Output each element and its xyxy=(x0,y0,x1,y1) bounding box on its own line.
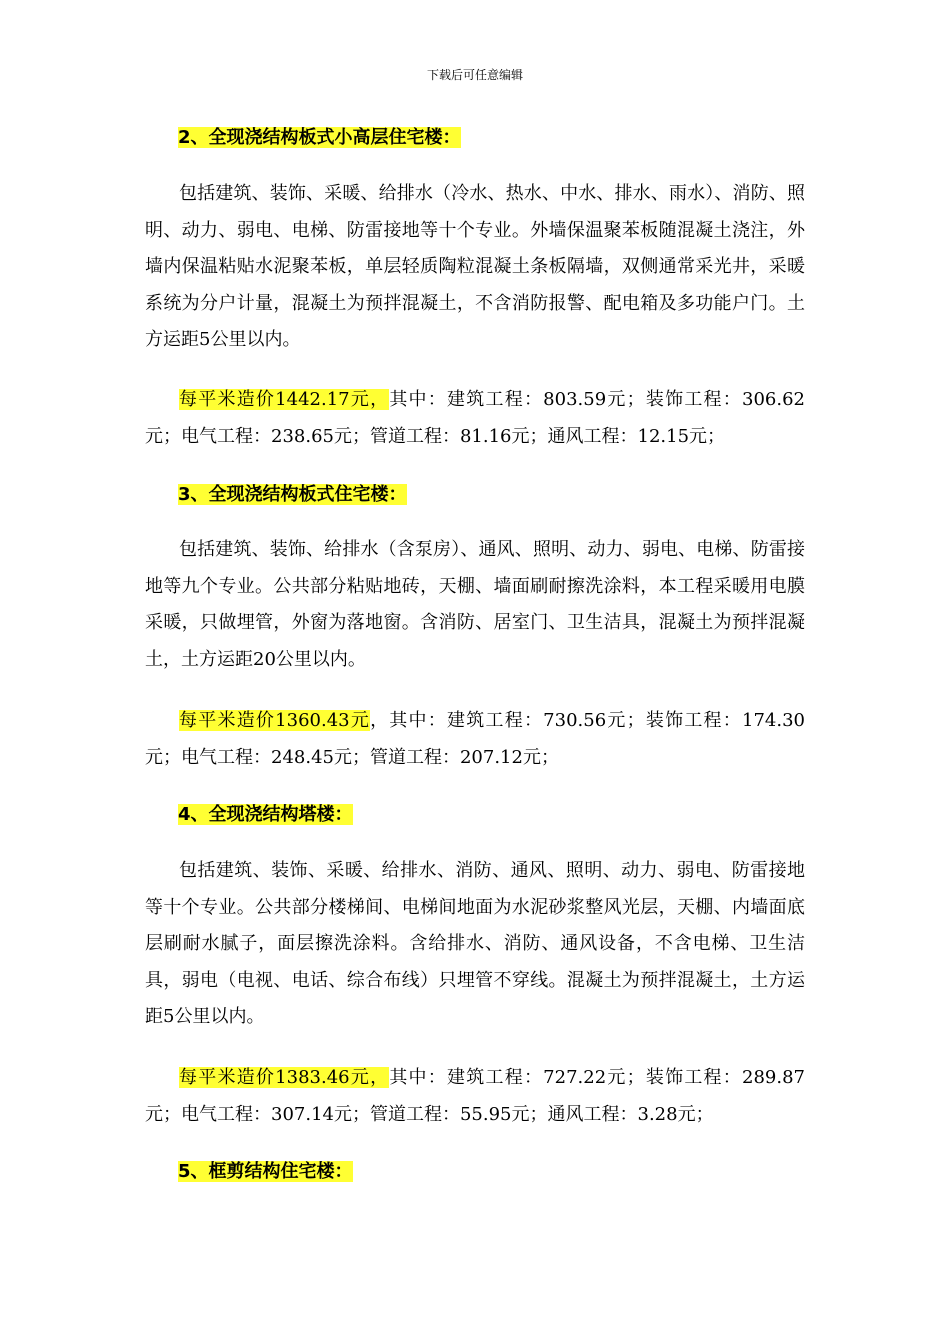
price-paragraph xyxy=(145,1060,805,1133)
section-heading xyxy=(178,127,461,149)
heading-text: 2、全现浇结构板式小高层住宅楼： xyxy=(178,127,461,148)
price-highlight: 每平米造价1360.43元 xyxy=(179,710,371,731)
section-heading xyxy=(178,1161,353,1183)
page-header: 下载后可任意编辑 xyxy=(426,68,523,82)
price-detail: ，其中：建筑工程：730.56元；装饰工程：174.30元；电气工程：248.45元；管道工程：207.12元； xyxy=(145,710,806,768)
price-detail: 其中：建筑工程：803.59元；装饰工程：306.62元；电气工程：238.65元；管道工程：81.16元；通风工程：12.15元； xyxy=(145,389,806,447)
price-detail: 其中：建筑工程：727.22元；装饰工程：289.87元；电气工程：307.14元；管道工程：55.95元；通风工程：3.28元； xyxy=(145,1067,806,1125)
heading-text: 5、框剪结构住宅楼： xyxy=(178,1161,353,1182)
section-body: 包括建筑、装饰、给排水（含泵房）、通风、照明、动力、弱电、电梯、防雷接地等九个专业。公共部分粘贴地砖，天棚、墙面刷耐擦洗涂料，本工程采暖用电膜采暖，只做埋管，外窗为落地窗。含消防、居室门、卫生洁具，混凝土为预拌混凝土，土方运距20公里以内。 xyxy=(145,539,805,670)
heading-text: 4、全现浇结构塔楼： xyxy=(178,804,353,825)
price-highlight: 每平米造价1442.17元， xyxy=(179,389,390,410)
heading-text: 3、全现浇结构板式住宅楼： xyxy=(178,484,407,505)
price-highlight: 每平米造价1383.46元， xyxy=(179,1067,390,1088)
price-paragraph xyxy=(145,382,805,455)
section-body: 包括建筑、装饰、采暖、给排水（冷水、热水、中水、排水、雨水）、消防、照明、动力、弱电、电梯、防雷接地等十个专业。外墙保温聚苯板随混凝土浇注，外墙内保温粘贴水泥聚苯板，单层轻质陶粒混凝土条板隔墙，双侧通常采光井，采暖系统为分户计量，混凝土为预拌混凝土，不含消防报警、配电箱及多功能户门。土方运距5公里以内。 xyxy=(145,183,805,350)
section-heading xyxy=(178,804,353,826)
section-body: 包括建筑、装饰、采暖、给排水、消防、通风、照明、动力、弱电、防雷接地等十个专业。公共部分楼梯间、电梯间地面为水泥砂浆整风光层，天棚、内墙面底层刷耐水腻子，面层擦洗涂料。含给排水、消防、通风设备，不含电梯、卫生洁具，弱电（电视、电话、综合布线）只埋管不穿线。混凝土为预拌混凝土，土方运距5公里以内。 xyxy=(145,860,805,1027)
price-paragraph xyxy=(145,703,805,776)
section-heading xyxy=(178,484,407,506)
